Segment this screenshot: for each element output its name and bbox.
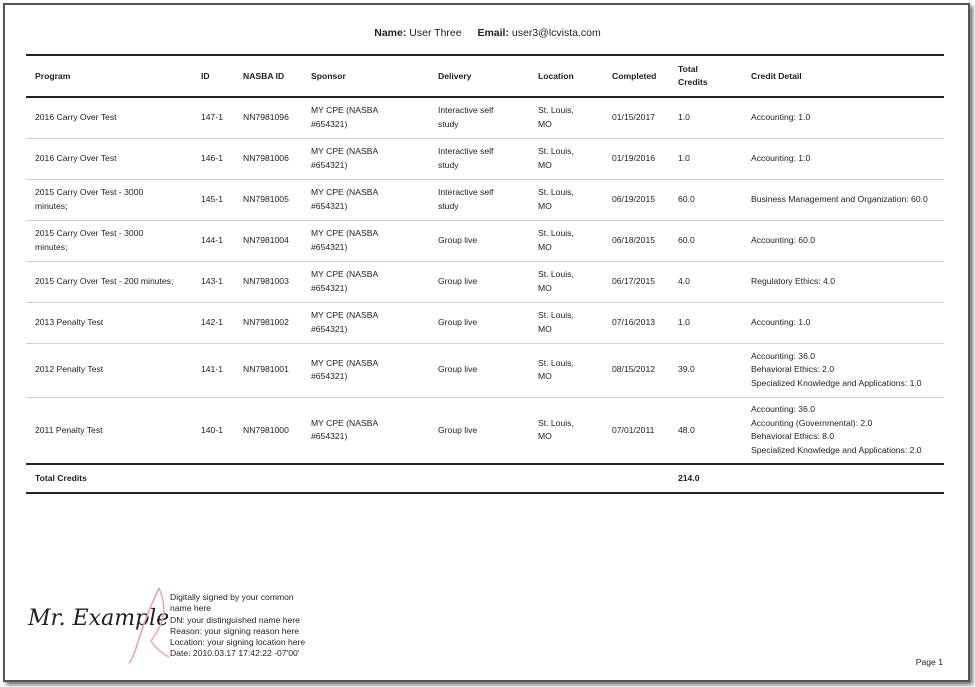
signature-line: name here bbox=[170, 603, 212, 614]
completed-cell: 07/16/2013 bbox=[612, 316, 656, 327]
col-credit-detail: Credit Detail bbox=[751, 70, 802, 81]
credits-cell: 60.0 bbox=[678, 193, 695, 204]
email-value: user3@lcvista.com bbox=[511, 27, 601, 39]
delivery-cell: Group live bbox=[438, 364, 478, 375]
completed-cell: 06/19/2015 bbox=[612, 193, 656, 204]
completed-cell: 08/15/2012 bbox=[612, 364, 656, 375]
sponsor-cell: MY CPE (NASBA #654321) bbox=[311, 105, 379, 129]
completed-cell: 07/01/2011 bbox=[612, 424, 655, 435]
delivery-cell: Group live bbox=[438, 316, 478, 327]
signature-details bbox=[170, 592, 305, 660]
nasba-id-cell: NN7981003 bbox=[243, 275, 289, 286]
id-cell: 143-1 bbox=[201, 275, 223, 286]
signature-line: Digitally signed by your common bbox=[170, 592, 294, 602]
credit-detail-cell: Accounting: 36.0 Behavioral Ethics: 2.0 Specialized Knowledge and Applications: 1.0 bbox=[751, 350, 922, 388]
signature-mark-icon bbox=[125, 585, 171, 665]
delivery-cell: Interactive self study bbox=[438, 187, 494, 211]
credit-detail-cell: Accounting: 1.0 bbox=[751, 316, 811, 327]
signature-line: Date: 2010.03.17 17:42:22 -07'00' bbox=[170, 648, 300, 659]
sponsor-cell: MY CPE (NASBA #654321) bbox=[311, 269, 379, 293]
location-cell: St. Louis, MO bbox=[538, 310, 574, 334]
credits-cell: 39.0 bbox=[678, 364, 695, 375]
program-cell: 2015 Carry Over Test - 200 minutes; bbox=[35, 275, 174, 286]
location-cell: St. Louis, MO bbox=[538, 269, 574, 293]
credits-cell: 60.0 bbox=[678, 234, 695, 245]
location-cell: St. Louis, MO bbox=[538, 187, 574, 211]
credit-detail-cell: Regulatory Ethics: 4.0 bbox=[751, 275, 836, 286]
col-delivery: Delivery bbox=[438, 70, 472, 81]
credits-cell: 4.0 bbox=[678, 275, 690, 286]
table-row bbox=[26, 97, 944, 138]
location-cell: St. Louis, MO bbox=[538, 105, 574, 129]
total-row bbox=[26, 464, 944, 493]
page-number: Page 1 bbox=[915, 657, 943, 667]
program-cell: 2016 Carry Over Test bbox=[35, 152, 117, 163]
id-cell: 141-1 bbox=[201, 364, 223, 375]
col-nasba-id: NASBA ID bbox=[243, 70, 285, 81]
signature-line: DN: your distinguished name here bbox=[170, 614, 300, 625]
location-cell: St. Louis, MO bbox=[538, 146, 574, 170]
credit-detail-cell: Accounting: 36.0 Accounting (Governmental): 2.0 Behavioral Ethics: 8.0 Specialized Knowledge and Applications: 2.0 bbox=[751, 404, 922, 455]
credits-table bbox=[26, 54, 944, 494]
nasba-id-cell: NN7981096 bbox=[243, 112, 289, 122]
credits-cell: 1.0 bbox=[678, 152, 690, 163]
id-cell: 142-1 bbox=[201, 316, 223, 327]
sponsor-cell: MY CPE (NASBA #654321) bbox=[311, 146, 379, 170]
location-cell: St. Louis, MO bbox=[538, 417, 574, 442]
credit-detail-cell: Business Management and Organization: 60.0 bbox=[751, 193, 928, 204]
credit-detail-cell: Accounting: 1.0 bbox=[751, 112, 811, 122]
sponsor-cell: MY CPE (NASBA #654321) bbox=[311, 228, 379, 252]
id-cell: 140-1 bbox=[201, 424, 223, 435]
id-cell: 144-1 bbox=[201, 234, 223, 245]
completed-cell: 01/15/2017 bbox=[612, 112, 656, 122]
id-cell: 146-1 bbox=[201, 152, 223, 163]
table-row bbox=[26, 138, 944, 179]
table-row bbox=[26, 397, 944, 464]
signature-line: Reason: your signing reason here bbox=[170, 625, 299, 636]
table-row bbox=[26, 261, 944, 302]
sponsor-cell: MY CPE (NASBA #654321) bbox=[311, 357, 379, 381]
program-cell: 2011 Penalty Test bbox=[35, 424, 103, 435]
credits-cell: 48.0 bbox=[678, 424, 695, 435]
sponsor-cell: MY CPE (NASBA #654321) bbox=[311, 417, 379, 442]
nasba-id-cell: NN7981004 bbox=[243, 234, 289, 245]
delivery-cell: Group live bbox=[438, 424, 478, 435]
table-row bbox=[26, 302, 944, 343]
completed-cell: 06/17/2015 bbox=[612, 275, 656, 286]
table-header-row bbox=[26, 55, 944, 97]
nasba-id-cell: NN7981005 bbox=[243, 193, 289, 204]
id-cell: 145-1 bbox=[201, 193, 223, 204]
total-credits-label: Total Credits bbox=[35, 472, 87, 483]
credits-cell: 1.0 bbox=[678, 316, 690, 327]
table-row bbox=[26, 343, 944, 397]
col-id: ID bbox=[201, 70, 210, 81]
program-cell: 2015 Carry Over Test - 3000 minutes; bbox=[35, 228, 144, 252]
program-cell: 2016 Carry Over Test bbox=[35, 112, 117, 122]
col-total-credits: Total Credits bbox=[678, 64, 708, 87]
name-label: Name: bbox=[374, 27, 407, 39]
report-header bbox=[0, 27, 975, 39]
sponsor-cell: MY CPE (NASBA #654321) bbox=[311, 310, 379, 334]
nasba-id-cell: NN7981000 bbox=[243, 424, 289, 435]
completed-cell: 06/18/2015 bbox=[612, 234, 656, 245]
credit-detail-cell: Accounting: 1.0 bbox=[751, 152, 811, 163]
signature-line: Location: your signing location here bbox=[170, 637, 306, 648]
completed-cell: 01/19/2016 bbox=[612, 152, 656, 163]
delivery-cell: Interactive self study bbox=[438, 146, 494, 170]
nasba-id-cell: NN7981001 bbox=[243, 364, 289, 375]
name-value: User Three bbox=[409, 27, 462, 39]
location-cell: St. Louis, MO bbox=[538, 228, 574, 252]
col-program: Program bbox=[35, 70, 71, 81]
email-label: Email: bbox=[477, 27, 509, 39]
sponsor-cell: MY CPE (NASBA #654321) bbox=[311, 187, 379, 211]
nasba-id-cell: NN7981006 bbox=[243, 152, 289, 163]
table-row bbox=[26, 179, 944, 220]
delivery-cell: Interactive self study bbox=[438, 105, 494, 129]
signature-script: Mr. Example bbox=[28, 606, 170, 631]
credits-cell: 1.0 bbox=[678, 112, 690, 122]
nasba-id-cell: NN7981002 bbox=[243, 316, 289, 327]
total-credits-value: 214.0 bbox=[678, 472, 700, 483]
program-cell: 2015 Carry Over Test - 3000 minutes; bbox=[35, 187, 144, 211]
table-row bbox=[26, 220, 944, 261]
location-cell: St. Louis, MO bbox=[538, 357, 574, 381]
col-location: Location bbox=[538, 70, 574, 81]
credit-detail-cell: Accounting: 60.0 bbox=[751, 234, 816, 245]
id-cell: 147-1 bbox=[201, 112, 223, 122]
delivery-cell: Group live bbox=[438, 275, 478, 286]
delivery-cell: Group live bbox=[438, 234, 478, 245]
col-completed: Completed bbox=[612, 70, 657, 81]
col-sponsor: Sponsor bbox=[311, 70, 346, 81]
program-cell: 2013 Penalty Test bbox=[35, 316, 104, 327]
program-cell: 2012 Penalty Test bbox=[35, 364, 104, 375]
